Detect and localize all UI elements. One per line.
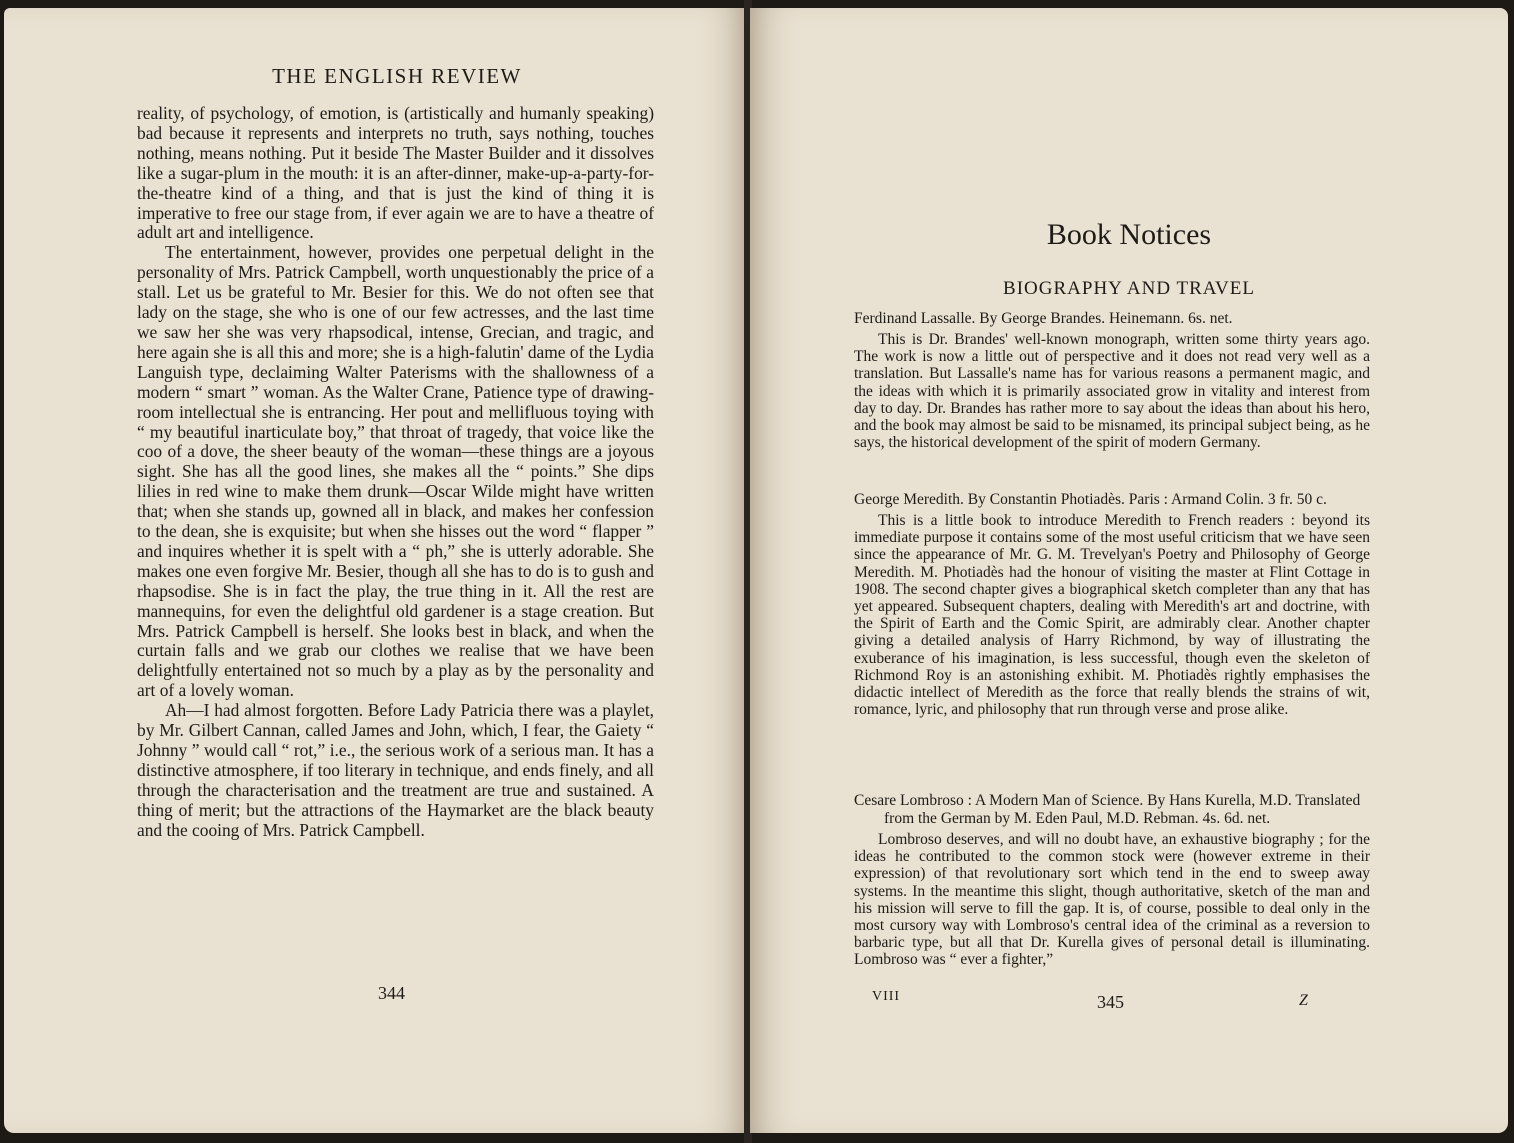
running-head: THE ENGLISH REVIEW [272,64,522,88]
left-paragraph-3: Ah—I had almost forgotten. Before Lady Patricia there was a playlet, by Mr. Gilbert Cannan, called James and John, which, I fear, the Gaiety “ Johnny ” would call “ rot,” i.e., the serious work of a serious man. It has a distinctive atmosphere, if too literary in technique, and ends finely, and all through the characterisation and the treatment are true and sustained. A thing of merit; but the attractions of the Haymarket are the black beauty and the cooing of Mrs. Patrick Campbell. [137,700,654,840]
left-paragraph-1: reality, of psychology, of emotion, is (artistically and humanly speaking) bad because it represents and interprets no truth, says nothing, touches nothing, means nothing. Put it beside The Master Builder and it dissolves like a sugar-plum in the mouth: it is an after-dinner, make-up-a-party-for-the-theatre kind of a thing, and that is just the kind of thing it is imperative to free our stage from, if ever again we are to have a theatre of adult art and intelligence. [137,103,654,243]
right-page [750,8,1508,1133]
notice-body: This is a little book to introduce Meredith to French readers : beyond its immediate purpose it contains some of the most useful criticism that we have seen since the appearance of Mr. G. M. Trevelyan's Poetry and Philosophy of George Meredith. M. Photiadès had the honour of visiting the master at Flint Cottage in 1908. The second chapter gives a biographical sketch completer than any that has yet appeared. Subsequent chapters, dealing with Meredith's art and doctrine, with the Spirit of Earth and the Comic Spirit, are admirably clear. Another chapter giving a detailed analysis of Harry Richmond, by way of illustrating the exuberance of his imagination, is less successful, though even the skeleton of Richmond Roy is an astonishing exhibit. M. Photiadès rightly emphasises the didactic intellect of Meredith as the force that really blends the strains of wit, romance, lyric, and philosophy that run through verse and prose alike. [854,512,1370,719]
notice-heading: Cesare Lombroso : A Modern Man of Science. By Hans Kurella, M.D. Translated from the German by M. Eden Paul, M.D. Rebman. 4s. 6d. net. [854,792,1361,827]
page-number-right: 345 [1097,992,1124,1012]
left-page [4,8,746,1133]
section-title: Book Notices [1046,218,1212,251]
notice-body: This is Dr. Brandes' well-known monograph, written some thirty years ago. The work is now a little out of perspective and it does not read very well as a translation. But Lassalle's name has for various reasons a permanent magic, and the ideas with which it is primarily associated grow in vitality and interest from day to day. Dr. Brandes has rather more to say about the ideas than about his hero, and the book may almost be said to be misnamed, its principal subject being, as he says, the historical development of the spirit of modern Germany. [854,331,1370,452]
book-notice [854,792,1370,969]
notice-body: Lombroso deserves, and will no doubt have, an exhaustive biography ; for the ideas he contributed to the common stock were (however extreme in their expression) of that revolutionary sort which tend in the end to sweep away systems. In the meantime this slight, though authoritative, sketch of the man and his mission will serve to fill the gap. It is, of course, possible to deal only in the most cursory way with Lombroso's central idea of the criminal as a reversion to barbaric type, but all that Dr. Kurella gives of personal detail is illuminating. Lombroso was “ ever a fighter,” [854,831,1370,969]
signature-mark: VIII [872,989,901,1004]
book-notice [854,310,1370,451]
page-number-left: 344 [378,983,405,1003]
book-notice [854,491,1370,718]
left-text-column [137,104,654,841]
notice-heading: Ferdinand Lassalle. By George Brandes. Heinemann. 6s. net. [854,310,1233,327]
gathering-letter: Z [1299,992,1308,1009]
left-paragraph-2: The entertainment, however, provides one perpetual delight in the personality of Mrs. Patrick Campbell, worth unquestionably the price of a stall. Let us be grateful to Mr. Besier for this. We do not often see that lady on the stage, she who is one of our few actresses, and the last time we saw her she was very rhapsodical, intense, Grecian, and tragic, and here again she is all this and more; she is a high-falutin' dame of the Lydia Languish type, declaiming Walter Paterisms with the shallowness of a modern “ smart ” woman. As the Walter Crane, Patience type of drawing-room intellectual she is entrancing. Her pout and mellifluous toying with “ my beautiful inarticulate boy,” that throat of tragedy, that voice like the coo of a dove, the sheer beauty of the woman—these things are a joyous sight. She has all the good lines, she makes all the “ points.” She dips lilies in red wine to make them drunk—Oscar Wilde might have written that; when she stands up, gowned all in black, and makes her confession to the dean, she is exquisite; but when she hisses out the word “ flapper ” and inquires whether it is spelt with a “ ph,” she is utterly adorable. She makes one even forgive Mr. Besier, though all she has to do is to gush and rhapsodise. She is in fact the play, the true thing in it. All the rest are mannequins, for even the delightful old gardener is a stage creation. But Mrs. Patrick Campbell is herself. She looks best in black, and when the curtain falls and we grab our clothes we realise that we have been delightfully entertained not so much by a play as by the personality and art of a lovely woman. [137,242,654,701]
subsection-title: BIOGRAPHY AND TRAVEL [1003,278,1255,299]
notice-heading: George Meredith. By Constantin Photiadès. Paris : Armand Colin. 3 fr. 50 c. [854,491,1327,508]
